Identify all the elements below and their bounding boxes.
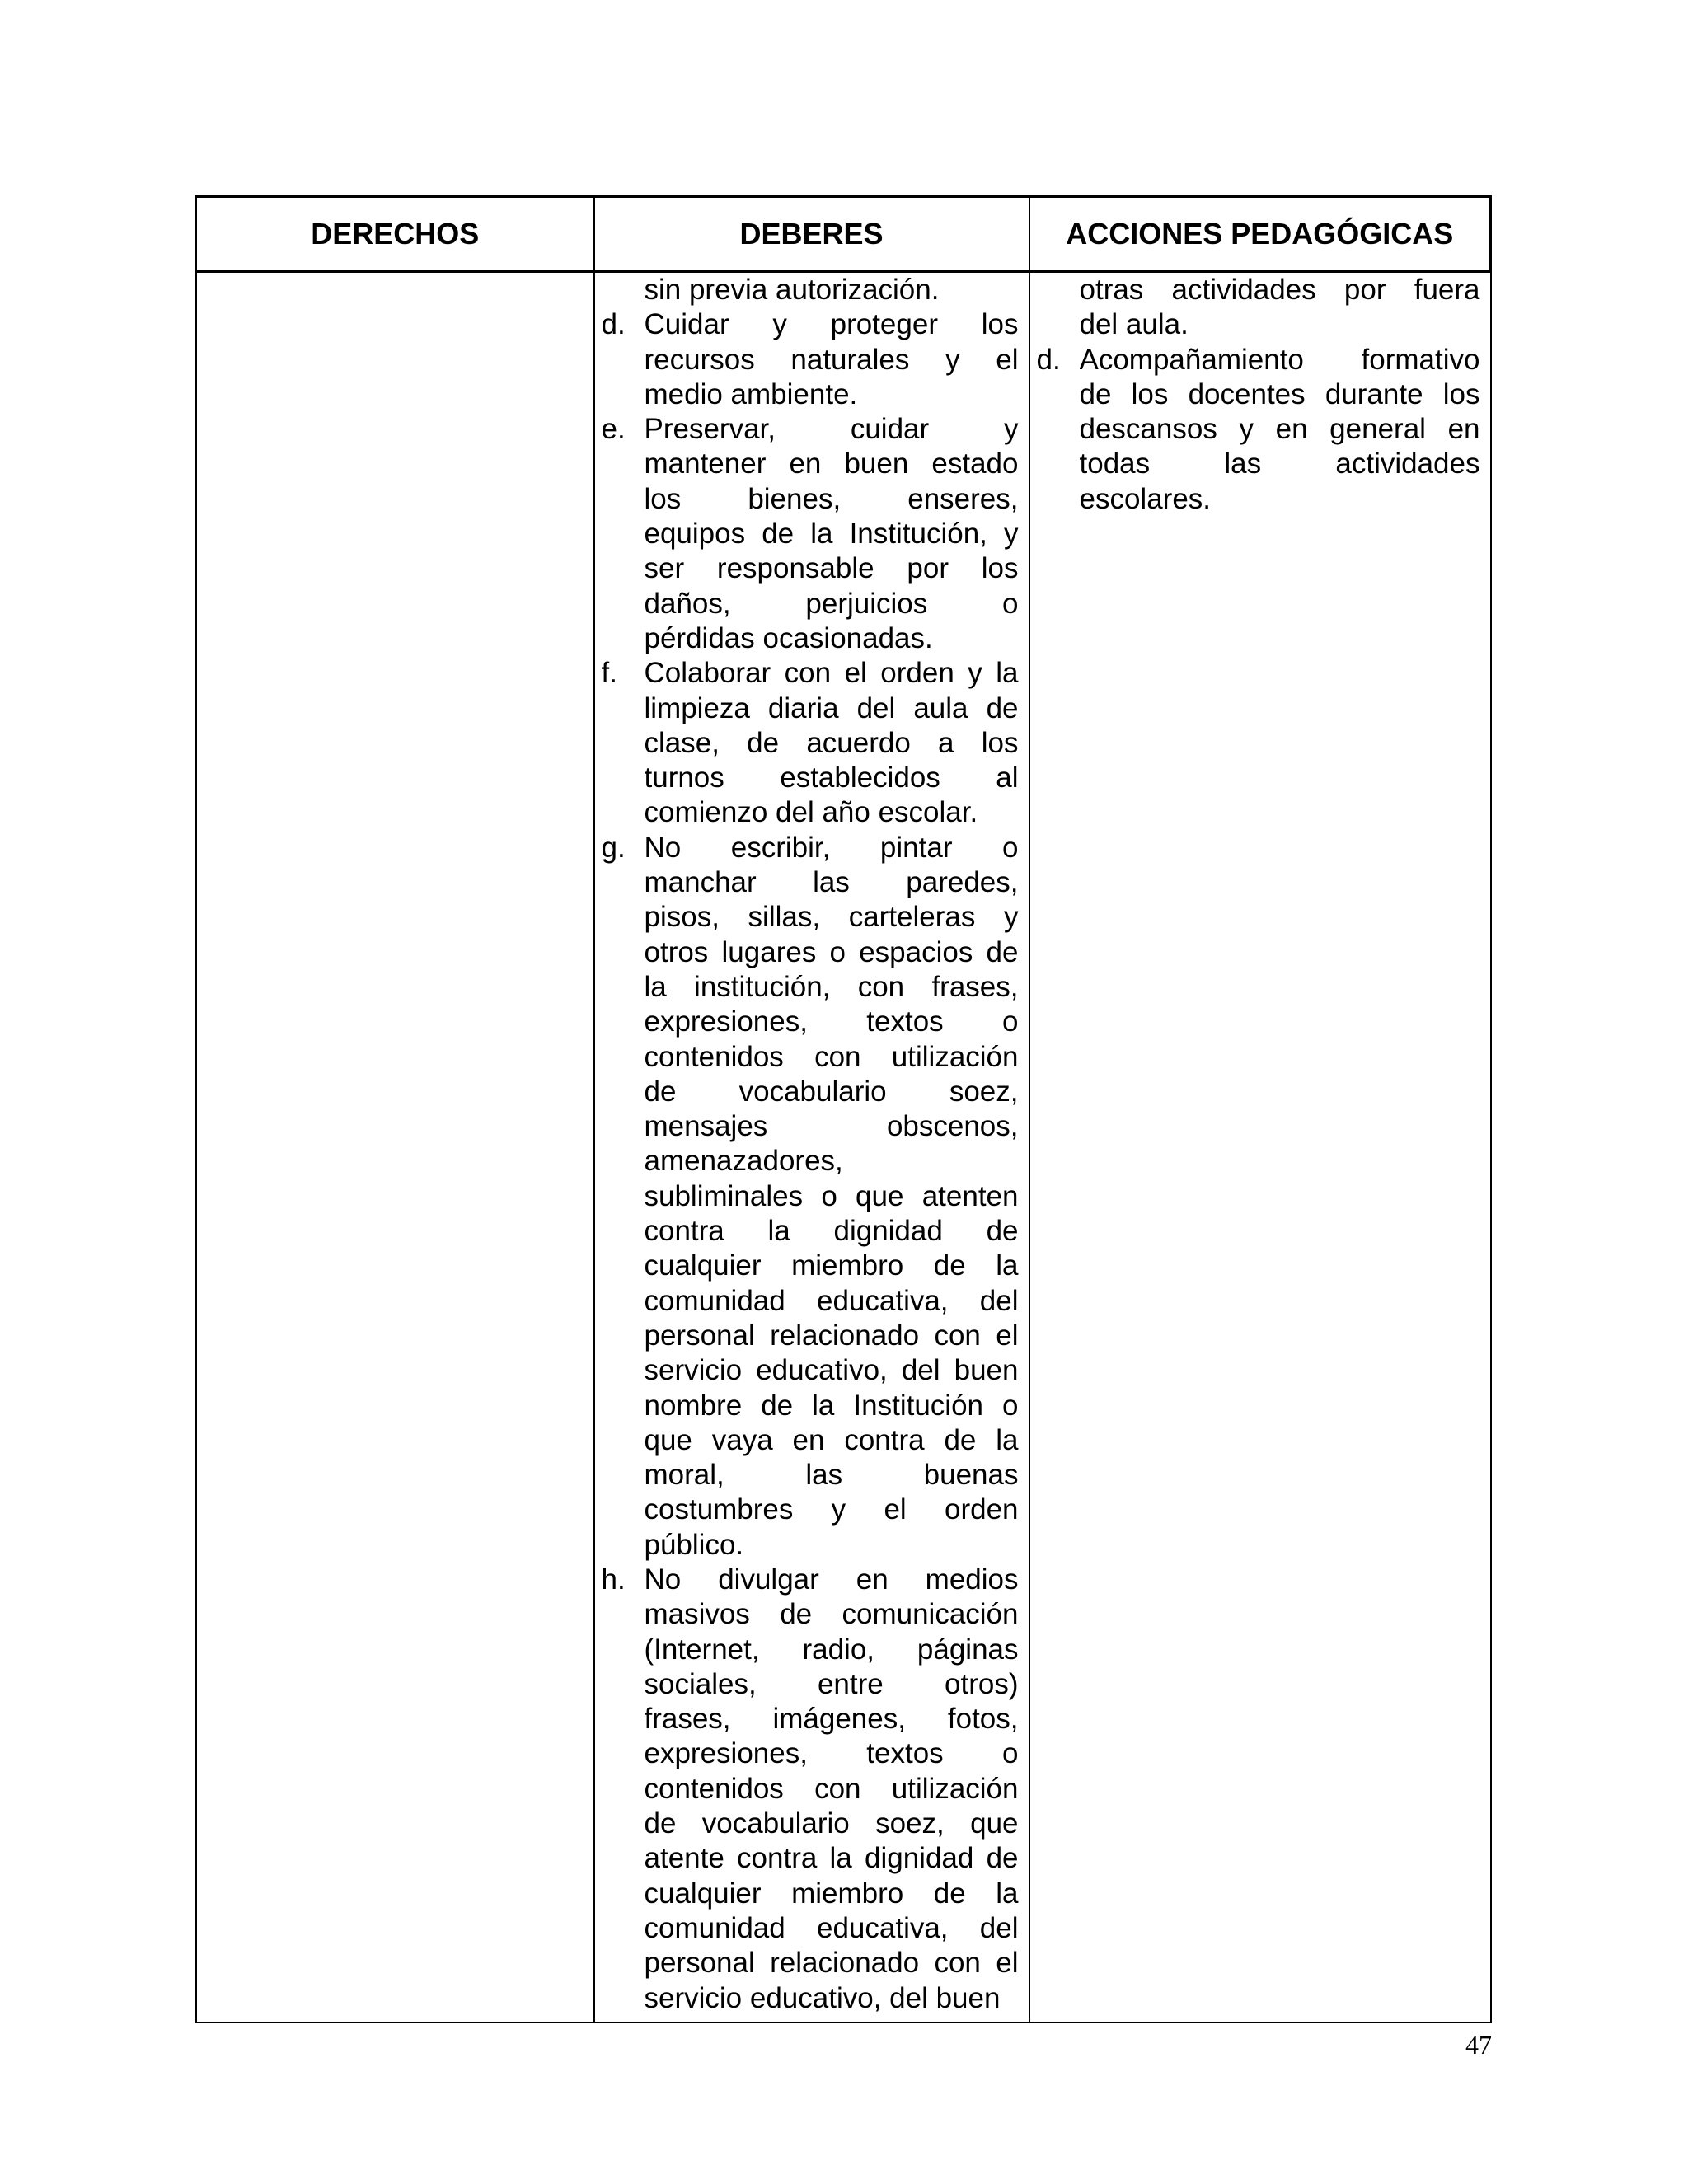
list-item-text: todas las actividades	[1079, 448, 1480, 480]
deber-line	[602, 691, 1019, 726]
deber-line	[602, 795, 1019, 830]
list-item-text: que vaya en contra de la	[644, 1423, 1019, 1456]
deber-line	[602, 482, 1019, 517]
list-item-text: del aula.	[1079, 308, 1189, 341]
deber-line	[602, 1075, 1019, 1109]
deber-line	[602, 1528, 1019, 1563]
deber-line	[602, 1946, 1019, 1980]
list-item-text: limpieza diaria del aula de	[644, 691, 1019, 724]
accion-line	[1037, 447, 1480, 481]
list-item-text: daños, perjuicios o	[644, 587, 1019, 620]
deber-line	[602, 1981, 1019, 2016]
list-item-text: recursos naturales y el	[644, 343, 1019, 376]
list-item-text: comunidad educativa, del	[644, 1911, 1019, 1944]
deber-line	[602, 1563, 1019, 1597]
deber-line	[602, 1807, 1019, 1841]
list-item-text: otros lugares o espacios de	[644, 935, 1019, 968]
list-item-text: Cuidar y proteger los	[644, 308, 1019, 341]
deber-line	[602, 970, 1019, 1005]
list-item-text: servicio educativo, del buen	[644, 1981, 1001, 2014]
list-item-text: de los docentes durante los	[1079, 377, 1480, 410]
list-item-text: pérdidas ocasionadas.	[644, 621, 933, 654]
deber-line	[602, 1911, 1019, 1946]
list-item-text: mantener en buen estado	[644, 448, 1019, 480]
deber-line	[602, 1214, 1019, 1249]
list-marker: h.	[601, 1563, 626, 1596]
header-deberes: DEBERES	[594, 197, 1029, 272]
deber-line	[602, 1597, 1019, 1632]
list-item-text: atente contra la dignidad de	[644, 1842, 1019, 1875]
deberes-list	[595, 273, 1029, 2016]
list-item-text: de vocabulario soez, que	[644, 1807, 1019, 1840]
deber-line	[602, 377, 1019, 412]
list-item-text: personal relacionado con el	[644, 1319, 1019, 1352]
list-item-text: masivos de comunicación	[644, 1598, 1019, 1631]
rights-duties-table	[195, 195, 1492, 2023]
deberes-cell	[594, 272, 1029, 2023]
list-item-text: nombre de la Institución o	[644, 1389, 1019, 1422]
deber-line	[602, 587, 1019, 621]
list-item-text: escolares.	[1079, 482, 1212, 515]
list-item-text: comienzo del año escolar.	[644, 796, 978, 829]
list-item-text: sin previa autorización.	[644, 274, 940, 306]
deber-line	[602, 1144, 1019, 1179]
accion-line	[1037, 273, 1480, 307]
deber-line	[602, 726, 1019, 761]
acciones-list	[1030, 273, 1490, 517]
list-item-text: la institución, con frases,	[644, 970, 1019, 1003]
deber-line	[602, 343, 1019, 377]
list-item-text: otras actividades por fuera	[1079, 274, 1480, 306]
deber-line	[602, 621, 1019, 656]
list-item-text: contra la dignidad de	[644, 1215, 1019, 1248]
deber-line	[602, 1702, 1019, 1736]
list-item-text: Preservar, cuidar y	[644, 413, 1019, 446]
list-item-text: de vocabulario soez,	[644, 1075, 1019, 1108]
list-item-text: expresiones, textos o	[644, 1005, 1019, 1038]
list-item-text: pisos, sillas, carteleras y	[644, 901, 1019, 934]
deber-line	[602, 900, 1019, 935]
list-item-text: clase, de acuerdo a los	[644, 726, 1019, 759]
deber-line	[602, 447, 1019, 481]
page-number: 47	[1465, 2030, 1492, 2060]
list-item-text: personal relacionado con el	[644, 1947, 1019, 1980]
deber-line	[602, 761, 1019, 795]
deber-line	[602, 865, 1019, 900]
list-item-text: turnos establecidos al	[644, 762, 1019, 794]
list-item-text: No divulgar en medios	[644, 1563, 1019, 1596]
list-marker: g.	[601, 831, 626, 864]
deber-line	[602, 935, 1019, 970]
deber-line	[602, 1423, 1019, 1458]
header-acciones-pedagogicas: ACCIONES PEDAGÓGICAS	[1029, 197, 1491, 272]
list-item-text: manchar las paredes,	[644, 866, 1019, 899]
list-item-text: Colaborar con el orden y la	[644, 657, 1019, 690]
deber-line	[602, 656, 1019, 691]
deber-line	[602, 1319, 1019, 1353]
list-marker: f.	[601, 657, 617, 690]
deber-line	[602, 1772, 1019, 1807]
list-item-text: frases, imágenes, fotos,	[644, 1703, 1019, 1736]
header-derechos: DERECHOS	[196, 197, 594, 272]
deber-line	[602, 1736, 1019, 1771]
list-item-text: medio ambiente.	[644, 377, 858, 410]
list-marker: d.	[1036, 343, 1061, 376]
table-row	[196, 272, 1491, 2023]
deber-line	[602, 1353, 1019, 1388]
list-item-text: Acompañamiento formativo	[1079, 343, 1480, 376]
deber-line	[602, 1877, 1019, 1911]
deber-line	[602, 1667, 1019, 1702]
list-item-text: contenidos con utilización	[644, 1040, 1019, 1073]
list-item-text: expresiones, textos o	[644, 1737, 1019, 1770]
deber-line	[602, 1389, 1019, 1423]
list-item-text: cualquier miembro de la	[644, 1249, 1019, 1282]
list-item-text: moral, las buenas	[644, 1459, 1019, 1492]
list-item-text: costumbres y el orden	[644, 1493, 1019, 1526]
acciones-cell	[1029, 272, 1491, 2023]
list-item-text: ser responsable por los	[644, 552, 1019, 585]
deber-line	[602, 1841, 1019, 1876]
list-item-text: equipos de la Institución, y	[644, 518, 1019, 551]
deber-line	[602, 1005, 1019, 1039]
derechos-cell	[196, 272, 594, 2023]
list-marker: d.	[601, 308, 626, 341]
deber-line	[602, 1493, 1019, 1527]
accion-line	[1037, 482, 1480, 517]
list-item-text: cualquier miembro de la	[644, 1877, 1019, 1910]
deber-line	[602, 1458, 1019, 1493]
accion-line	[1037, 412, 1480, 447]
list-item-text: servicio educativo, del buen	[644, 1354, 1019, 1387]
list-item-text: mensajes obscenos,	[644, 1110, 1019, 1143]
deber-line	[602, 273, 1019, 307]
deber-line	[602, 307, 1019, 342]
deber-line	[602, 517, 1019, 551]
table-header-row	[196, 197, 1491, 272]
list-item-text: descansos y en general en	[1079, 413, 1480, 446]
list-item-text: comunidad educativa, del	[644, 1284, 1019, 1317]
list-item-text: público.	[644, 1528, 744, 1561]
deber-line	[602, 1633, 1019, 1667]
list-item-text: amenazadores,	[644, 1145, 843, 1178]
deber-line	[602, 1284, 1019, 1319]
deber-line	[602, 412, 1019, 447]
list-item-text: los bienes, enseres,	[644, 482, 1019, 515]
list-item-text: No escribir, pintar o	[644, 831, 1019, 864]
list-marker: e.	[601, 413, 626, 446]
deber-line	[602, 1109, 1019, 1144]
deber-line	[602, 551, 1019, 586]
deber-line	[602, 1249, 1019, 1283]
accion-line	[1037, 343, 1480, 377]
deber-line	[602, 1179, 1019, 1214]
list-item-text: subliminales o que atenten	[644, 1179, 1019, 1212]
deber-line	[602, 1040, 1019, 1075]
list-item-text: (Internet, radio, páginas	[644, 1633, 1019, 1666]
deber-line	[602, 831, 1019, 865]
list-item-text: contenidos con utilización	[644, 1772, 1019, 1805]
accion-line	[1037, 377, 1480, 412]
accion-line	[1037, 307, 1480, 342]
list-item-text: sociales, entre otros)	[644, 1667, 1019, 1700]
